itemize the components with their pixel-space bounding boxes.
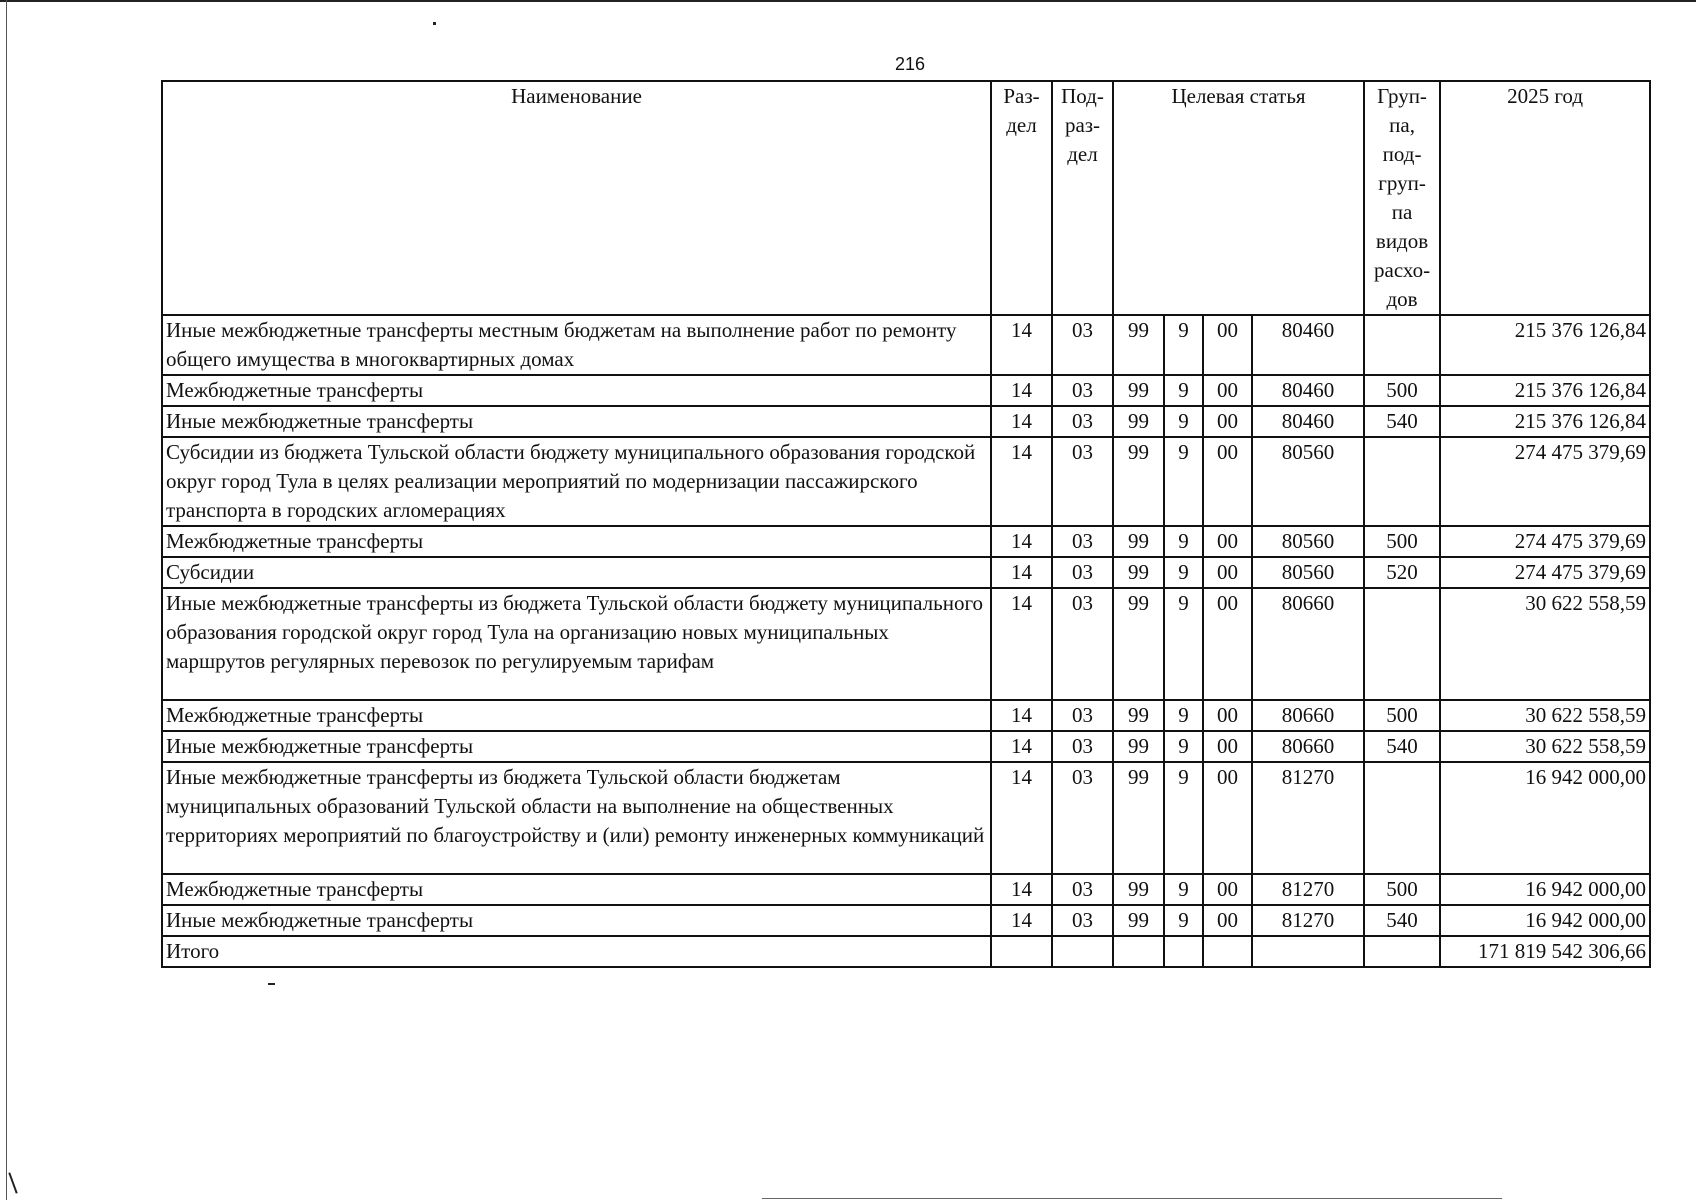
header-gruppa: Груп- па, под- груп- па видов расхо- дов bbox=[1364, 81, 1440, 315]
row-razdel: 14 bbox=[991, 588, 1052, 700]
page-number: 216 bbox=[894, 54, 926, 74]
row-target-program: 99 bbox=[1113, 905, 1164, 936]
row-amount: 274 475 379,69 bbox=[1440, 526, 1650, 557]
header-podrazdel: Под- раз- дел bbox=[1052, 81, 1113, 315]
row-target-subprogram: 9 bbox=[1164, 874, 1203, 905]
row-target-program: 99 bbox=[1113, 315, 1164, 375]
row-target-code: 80460 bbox=[1252, 315, 1364, 375]
row-target-program: 99 bbox=[1113, 700, 1164, 731]
row-podrazdel: 03 bbox=[1052, 731, 1113, 762]
budget-table bbox=[161, 80, 1651, 968]
row-name: Иные межбюджетные трансферты bbox=[162, 905, 991, 936]
row-target-subprogram: 9 bbox=[1164, 731, 1203, 762]
row-target-direction: 00 bbox=[1203, 731, 1252, 762]
table-row bbox=[162, 588, 1650, 700]
total-empty-cell bbox=[1113, 936, 1164, 967]
header-tselevaya-statya: Целевая статья bbox=[1113, 81, 1364, 315]
row-amount: 16 942 000,00 bbox=[1440, 762, 1650, 874]
row-podrazdel: 03 bbox=[1052, 437, 1113, 526]
row-target-code: 80560 bbox=[1252, 557, 1364, 588]
row-target-subprogram: 9 bbox=[1164, 526, 1203, 557]
row-target-code: 80560 bbox=[1252, 526, 1364, 557]
row-amount: 30 622 558,59 bbox=[1440, 588, 1650, 700]
total-empty-cell bbox=[1164, 936, 1203, 967]
row-target-subprogram: 9 bbox=[1164, 557, 1203, 588]
row-target-program: 99 bbox=[1113, 557, 1164, 588]
row-amount: 16 942 000,00 bbox=[1440, 905, 1650, 936]
row-expense-group: 500 bbox=[1364, 526, 1440, 557]
table-row bbox=[162, 437, 1650, 526]
row-razdel: 14 bbox=[991, 526, 1052, 557]
row-expense-group: 520 bbox=[1364, 557, 1440, 588]
row-target-direction: 00 bbox=[1203, 315, 1252, 375]
row-razdel: 14 bbox=[991, 437, 1052, 526]
row-target-program: 99 bbox=[1113, 762, 1164, 874]
row-razdel: 14 bbox=[991, 406, 1052, 437]
row-name: Межбюджетные трансферты bbox=[162, 700, 991, 731]
total-empty-cell bbox=[991, 936, 1052, 967]
row-podrazdel: 03 bbox=[1052, 700, 1113, 731]
row-target-code: 81270 bbox=[1252, 905, 1364, 936]
row-target-code: 80660 bbox=[1252, 588, 1364, 700]
row-razdel: 14 bbox=[991, 315, 1052, 375]
row-name: Межбюджетные трансферты bbox=[162, 375, 991, 406]
table-row bbox=[162, 762, 1650, 874]
row-name: Межбюджетные трансферты bbox=[162, 874, 991, 905]
header-name: Наименование bbox=[162, 81, 991, 315]
table-row bbox=[162, 375, 1650, 406]
row-amount: 274 475 379,69 bbox=[1440, 437, 1650, 526]
row-target-code: 81270 bbox=[1252, 762, 1364, 874]
row-target-code: 80560 bbox=[1252, 437, 1364, 526]
row-amount: 30 622 558,59 bbox=[1440, 731, 1650, 762]
row-target-program: 99 bbox=[1113, 874, 1164, 905]
table-row bbox=[162, 526, 1650, 557]
row-target-subprogram: 9 bbox=[1164, 315, 1203, 375]
row-expense-group: 500 bbox=[1364, 874, 1440, 905]
table-row bbox=[162, 557, 1650, 588]
row-podrazdel: 03 bbox=[1052, 375, 1113, 406]
row-podrazdel: 03 bbox=[1052, 762, 1113, 874]
row-target-subprogram: 9 bbox=[1164, 406, 1203, 437]
row-target-program: 99 bbox=[1113, 375, 1164, 406]
row-razdel: 14 bbox=[991, 874, 1052, 905]
row-amount: 274 475 379,69 bbox=[1440, 557, 1650, 588]
row-name: Субсидии из бюджета Тульской области бюджету муниципального образования городской округ город Тула в целях реализации мероприятий по модернизации пассажирского транспорта в городских агломерациях bbox=[162, 437, 991, 526]
row-target-code: 81270 bbox=[1252, 874, 1364, 905]
total-row bbox=[162, 936, 1650, 967]
table-header-row bbox=[162, 81, 1650, 315]
row-podrazdel: 03 bbox=[1052, 588, 1113, 700]
row-expense-group bbox=[1364, 588, 1440, 700]
row-amount: 16 942 000,00 bbox=[1440, 874, 1650, 905]
table-row bbox=[162, 700, 1650, 731]
scan-mark bbox=[268, 983, 275, 985]
row-name: Иные межбюджетные трансферты из бюджета Тульской области бюджетам муниципальных образований Тульской области на выполнение на общественных территориях мероприятий по благоустройству и (или) ремонту инженерных коммуникаций bbox=[162, 762, 991, 874]
row-podrazdel: 03 bbox=[1052, 406, 1113, 437]
total-amount: 171 819 542 306,66 bbox=[1440, 936, 1650, 967]
row-target-subprogram: 9 bbox=[1164, 588, 1203, 700]
row-amount: 215 376 126,84 bbox=[1440, 375, 1650, 406]
row-razdel: 14 bbox=[991, 375, 1052, 406]
total-empty-cell bbox=[1252, 936, 1364, 967]
scan-mark bbox=[433, 22, 436, 25]
total-empty-cell bbox=[1052, 936, 1113, 967]
row-target-direction: 00 bbox=[1203, 700, 1252, 731]
row-target-code: 80460 bbox=[1252, 406, 1364, 437]
row-target-program: 99 bbox=[1113, 731, 1164, 762]
row-target-program: 99 bbox=[1113, 437, 1164, 526]
row-expense-group bbox=[1364, 437, 1440, 526]
row-podrazdel: 03 bbox=[1052, 526, 1113, 557]
row-target-program: 99 bbox=[1113, 526, 1164, 557]
row-target-program: 99 bbox=[1113, 588, 1164, 700]
table-row bbox=[162, 874, 1650, 905]
header-razdel: Раз- дел bbox=[991, 81, 1052, 315]
total-empty-cell bbox=[1364, 936, 1440, 967]
row-target-code: 80660 bbox=[1252, 731, 1364, 762]
row-target-direction: 00 bbox=[1203, 526, 1252, 557]
total-empty-cell bbox=[1203, 936, 1252, 967]
row-name: Межбюджетные трансферты bbox=[162, 526, 991, 557]
row-expense-group: 500 bbox=[1364, 375, 1440, 406]
row-razdel: 14 bbox=[991, 762, 1052, 874]
row-name: Иные межбюджетные трансферты bbox=[162, 731, 991, 762]
row-target-direction: 00 bbox=[1203, 588, 1252, 700]
row-podrazdel: 03 bbox=[1052, 557, 1113, 588]
row-target-subprogram: 9 bbox=[1164, 437, 1203, 526]
row-target-program: 99 bbox=[1113, 406, 1164, 437]
row-razdel: 14 bbox=[991, 731, 1052, 762]
row-razdel: 14 bbox=[991, 905, 1052, 936]
row-name: Иные межбюджетные трансферты из бюджета Тульской области бюджету муниципального образования городской округ город Тула на организацию новых муниципальных маршрутов регулярных перевозок по регулируемым тарифам bbox=[162, 588, 991, 700]
row-razdel: 14 bbox=[991, 700, 1052, 731]
row-expense-group: 500 bbox=[1364, 700, 1440, 731]
row-target-subprogram: 9 bbox=[1164, 905, 1203, 936]
table-row bbox=[162, 315, 1650, 375]
row-name: Иные межбюджетные трансферты bbox=[162, 406, 991, 437]
row-expense-group: 540 bbox=[1364, 406, 1440, 437]
row-target-direction: 00 bbox=[1203, 874, 1252, 905]
row-amount: 215 376 126,84 bbox=[1440, 315, 1650, 375]
row-target-code: 80460 bbox=[1252, 375, 1364, 406]
header-year: 2025 год bbox=[1440, 81, 1650, 315]
row-podrazdel: 03 bbox=[1052, 905, 1113, 936]
row-target-direction: 00 bbox=[1203, 557, 1252, 588]
row-target-direction: 00 bbox=[1203, 406, 1252, 437]
row-target-subprogram: 9 bbox=[1164, 700, 1203, 731]
row-target-subprogram: 9 bbox=[1164, 762, 1203, 874]
scan-edge-left bbox=[6, 0, 7, 1200]
row-expense-group bbox=[1364, 762, 1440, 874]
table-row bbox=[162, 406, 1650, 437]
row-target-subprogram: 9 bbox=[1164, 375, 1203, 406]
row-expense-group: 540 bbox=[1364, 731, 1440, 762]
scan-mark bbox=[8, 1172, 17, 1193]
row-target-direction: 00 bbox=[1203, 762, 1252, 874]
row-target-direction: 00 bbox=[1203, 375, 1252, 406]
row-expense-group bbox=[1364, 315, 1440, 375]
row-podrazdel: 03 bbox=[1052, 315, 1113, 375]
row-target-code: 80660 bbox=[1252, 700, 1364, 731]
row-name: Иные межбюджетные трансферты местным бюджетам на выполнение работ по ремонту общего имущества в многоквартирных домах bbox=[162, 315, 991, 375]
row-razdel: 14 bbox=[991, 557, 1052, 588]
row-target-direction: 00 bbox=[1203, 905, 1252, 936]
row-target-direction: 00 bbox=[1203, 437, 1252, 526]
total-label: Итого bbox=[162, 936, 991, 967]
row-podrazdel: 03 bbox=[1052, 874, 1113, 905]
row-amount: 215 376 126,84 bbox=[1440, 406, 1650, 437]
row-amount: 30 622 558,59 bbox=[1440, 700, 1650, 731]
scan-edge-top bbox=[0, 0, 1696, 2]
row-name: Субсидии bbox=[162, 557, 991, 588]
scan-mark bbox=[762, 1198, 1502, 1199]
table-row bbox=[162, 905, 1650, 936]
row-expense-group: 540 bbox=[1364, 905, 1440, 936]
table-row bbox=[162, 731, 1650, 762]
